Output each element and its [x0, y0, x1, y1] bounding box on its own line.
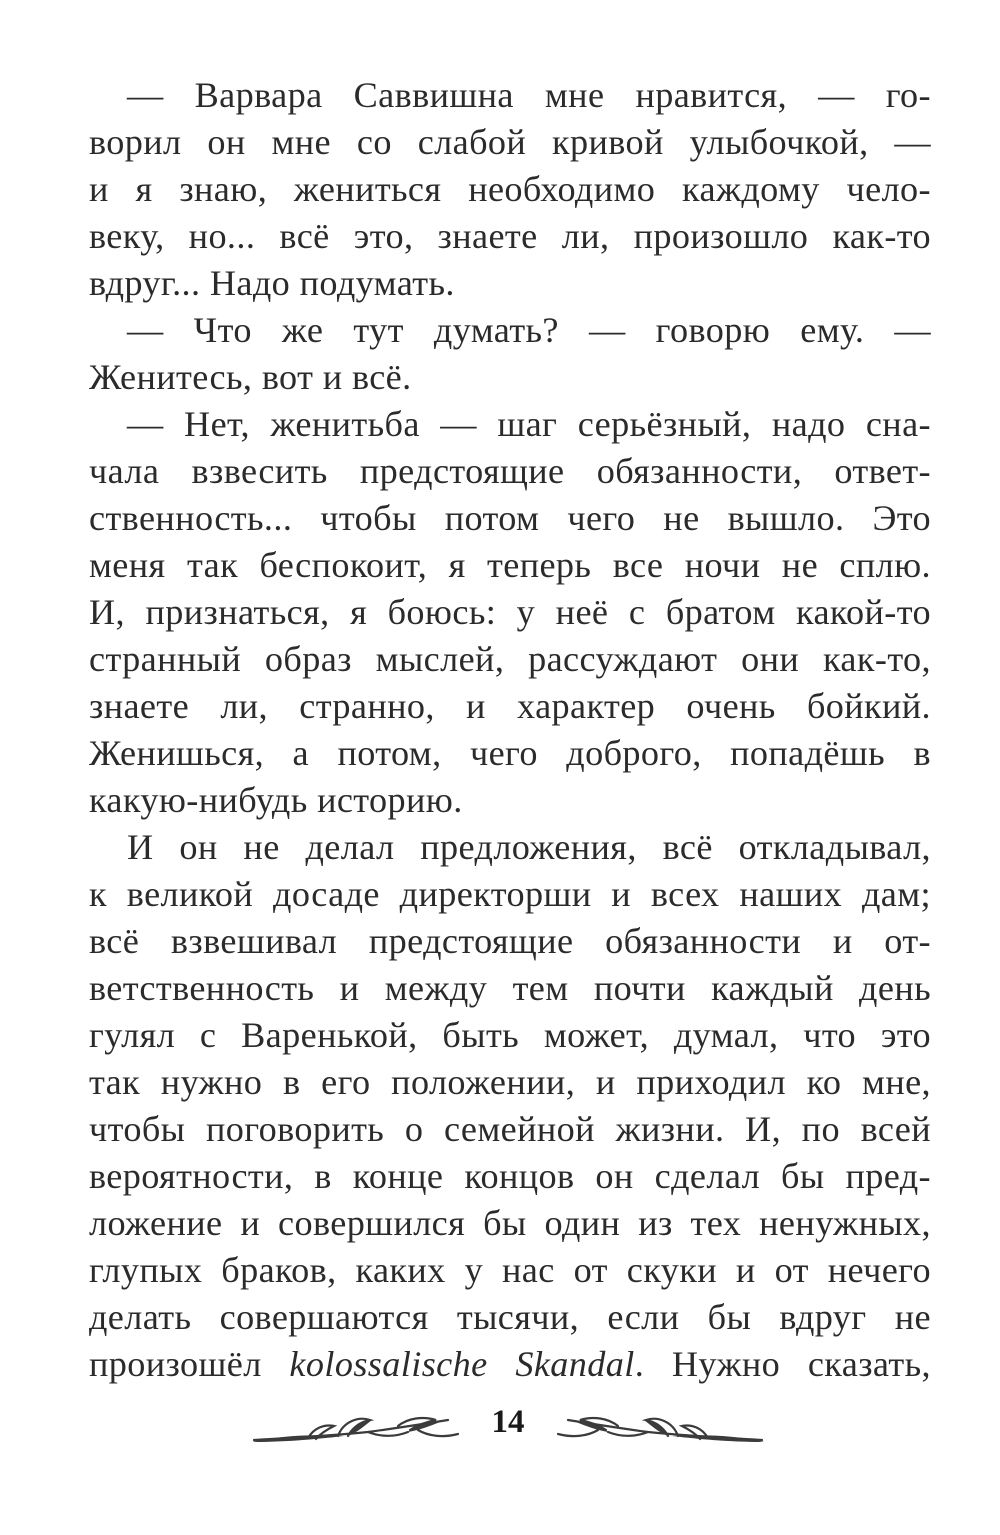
text-line-18: к великой досаде директорши и всех наших дам;	[89, 874, 931, 914]
text-line-26: глупых браков, каких у нас от скуки и от нечего	[89, 1250, 931, 1290]
text-line-28-suffix: . Нужно сказать,	[634, 1344, 931, 1384]
text-line-24: вероятности, в конце концов он сделал бы пред-	[89, 1156, 931, 1196]
page-footer	[248, 1400, 768, 1460]
text-line-28	[89, 1341, 931, 1388]
text-line-28-prefix: произошёл	[89, 1344, 290, 1384]
text-line-1: — Варвара Саввишна мне нравится, — го-	[127, 75, 931, 115]
text-line-21: гулял с Варенькой, быть может, думал, что это	[89, 1015, 931, 1055]
page-number: 14	[491, 1404, 525, 1440]
text-line-5: вдруг... Надо подумать.	[89, 263, 455, 303]
text-line-10: ственность... чтобы потом чего не вышло. Это	[89, 498, 931, 538]
text-line-27: делать совершаются тысячи, если бы вдруг не	[89, 1297, 931, 1337]
body-text	[89, 72, 931, 1388]
text-line-25: ложение и совершился бы один из тех ненужных,	[89, 1203, 931, 1243]
text-line-2: ворил он мне со слабой кривой улыбочкой, —	[89, 122, 931, 162]
text-line-23: чтобы поговорить о семейной жизни. И, по всей	[89, 1109, 931, 1149]
text-line-16: какую-нибудь историю.	[89, 780, 463, 820]
text-line-14: знаете ли, странно, и характер очень бойкий.	[89, 686, 931, 726]
text-line-19: всё взвешивал предстоящие обязанности и от-	[89, 921, 931, 961]
text-line-3: и я знаю, жениться необходимо каждому чело-	[89, 169, 931, 209]
text-line-22: так нужно в его положении, и приходил ко мне,	[89, 1062, 931, 1102]
text-line-17: И он не делал предложения, всё откладывал,	[127, 827, 931, 867]
text-line-15: Женишься, а потом, чего доброго, попадёшь в	[89, 733, 931, 773]
text-line-12: И, признаться, я боюсь: у неё с братом какой-то	[89, 592, 931, 632]
flourish-ornament-left-icon	[248, 1406, 468, 1450]
text-line-9: чала взвесить предстоящие обязанности, ответ-	[89, 451, 931, 491]
text-line-11: меня так беспокоит, я теперь все ночи не сплю.	[89, 545, 931, 585]
text-line-20: ветственность и между тем почти каждый день	[89, 968, 931, 1008]
text-line-13: странный образ мыслей, рассуждают они как-то,	[89, 639, 931, 679]
text-line-4: веку, но... всё это, знаете ли, произошло как-то	[89, 216, 931, 256]
foreign-phrase: kolossalische Skandal	[289, 1344, 635, 1384]
text-line-6: — Что же тут думать? — говорю ему. —	[127, 310, 931, 350]
text-line-7: Женитесь, вот и всё.	[89, 357, 412, 397]
text-line-8: — Нет, женитьба — шаг серьёзный, надо сна-	[127, 404, 931, 444]
flourish-ornament-right-icon	[548, 1406, 768, 1450]
